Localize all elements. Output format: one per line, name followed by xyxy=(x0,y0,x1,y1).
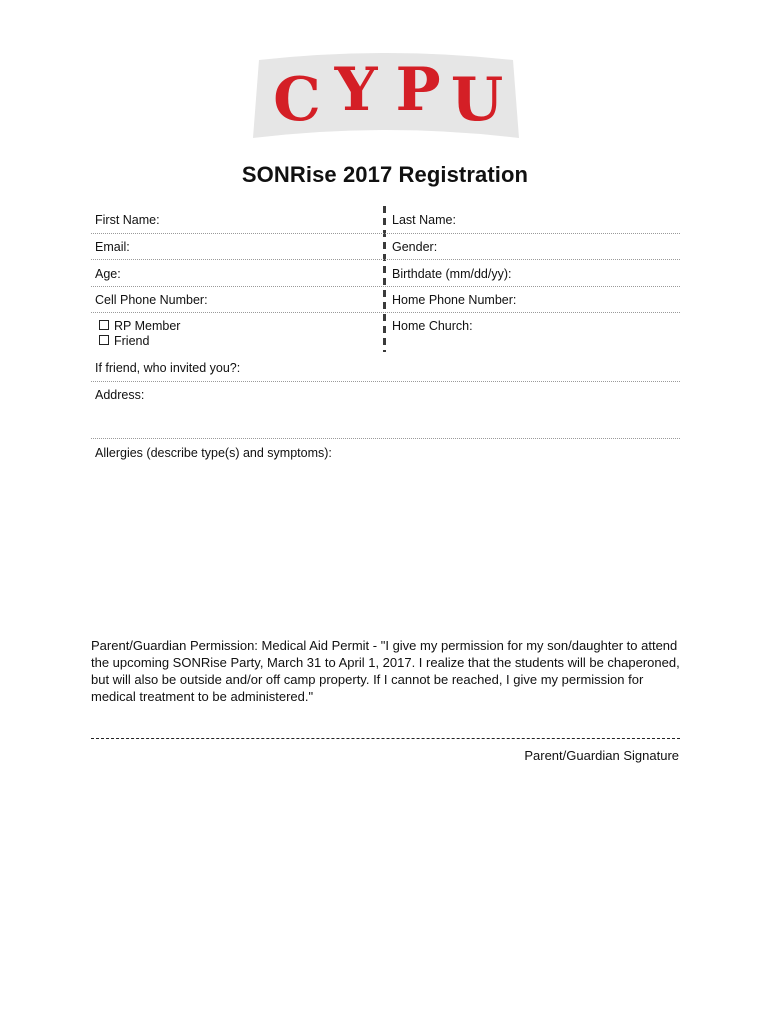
friend-checkbox[interactable] xyxy=(99,335,109,345)
column-divider xyxy=(383,206,386,352)
home-church-label: Home Church: xyxy=(392,319,473,333)
address-field[interactable] xyxy=(91,438,680,439)
cypu-logo xyxy=(253,50,519,142)
age-field[interactable] xyxy=(91,286,680,287)
signature-line[interactable] xyxy=(91,738,680,739)
rp-member-checkbox[interactable] xyxy=(99,320,109,330)
signature-label: Parent/Guardian Signature xyxy=(524,748,679,763)
age-label: Age: xyxy=(95,267,121,281)
logo-letter-y: Y xyxy=(334,55,378,125)
home-phone-label: Home Phone Number: xyxy=(392,293,517,307)
address-label: Address: xyxy=(95,388,145,402)
email-label: Email: xyxy=(95,240,130,254)
rp-member-label: RP Member xyxy=(114,319,181,333)
cell-phone-label: Cell Phone Number: xyxy=(95,293,208,307)
first-name-label: First Name: xyxy=(95,213,160,227)
cell-phone-field[interactable] xyxy=(91,312,680,313)
cypu-logo-graphic xyxy=(253,50,519,142)
gender-label: Gender: xyxy=(392,240,438,254)
birthdate-label: Birthdate (mm/dd/yy): xyxy=(392,267,512,281)
first-name-field[interactable] xyxy=(91,233,680,234)
permission-text: Parent/Guardian Permission: Medical Aid Permit - "I give my permission for my son/daughter to attend the upcoming SONRise Party, March 31 to April 1, 2017. I realize that the students will be chaperoned, but will also be outside and/or off camp property. If I cannot be reached, I give my permission for medical treatment to be administered." xyxy=(91,638,680,704)
invited-by-field[interactable] xyxy=(91,381,680,382)
logo-letter-u: U xyxy=(450,65,504,135)
last-name-label: Last Name: xyxy=(392,213,456,227)
friend-label: Friend xyxy=(114,334,150,348)
allergies-label: Allergies (describe type(s) and symptoms): xyxy=(95,446,332,460)
logo-letter-p: P xyxy=(395,55,441,125)
logo-letter-c: C xyxy=(273,65,321,135)
email-field[interactable] xyxy=(91,259,680,260)
invited-by-label: If friend, who invited you?: xyxy=(95,361,241,375)
page-title: SONRise 2017 Registration xyxy=(241,162,529,187)
